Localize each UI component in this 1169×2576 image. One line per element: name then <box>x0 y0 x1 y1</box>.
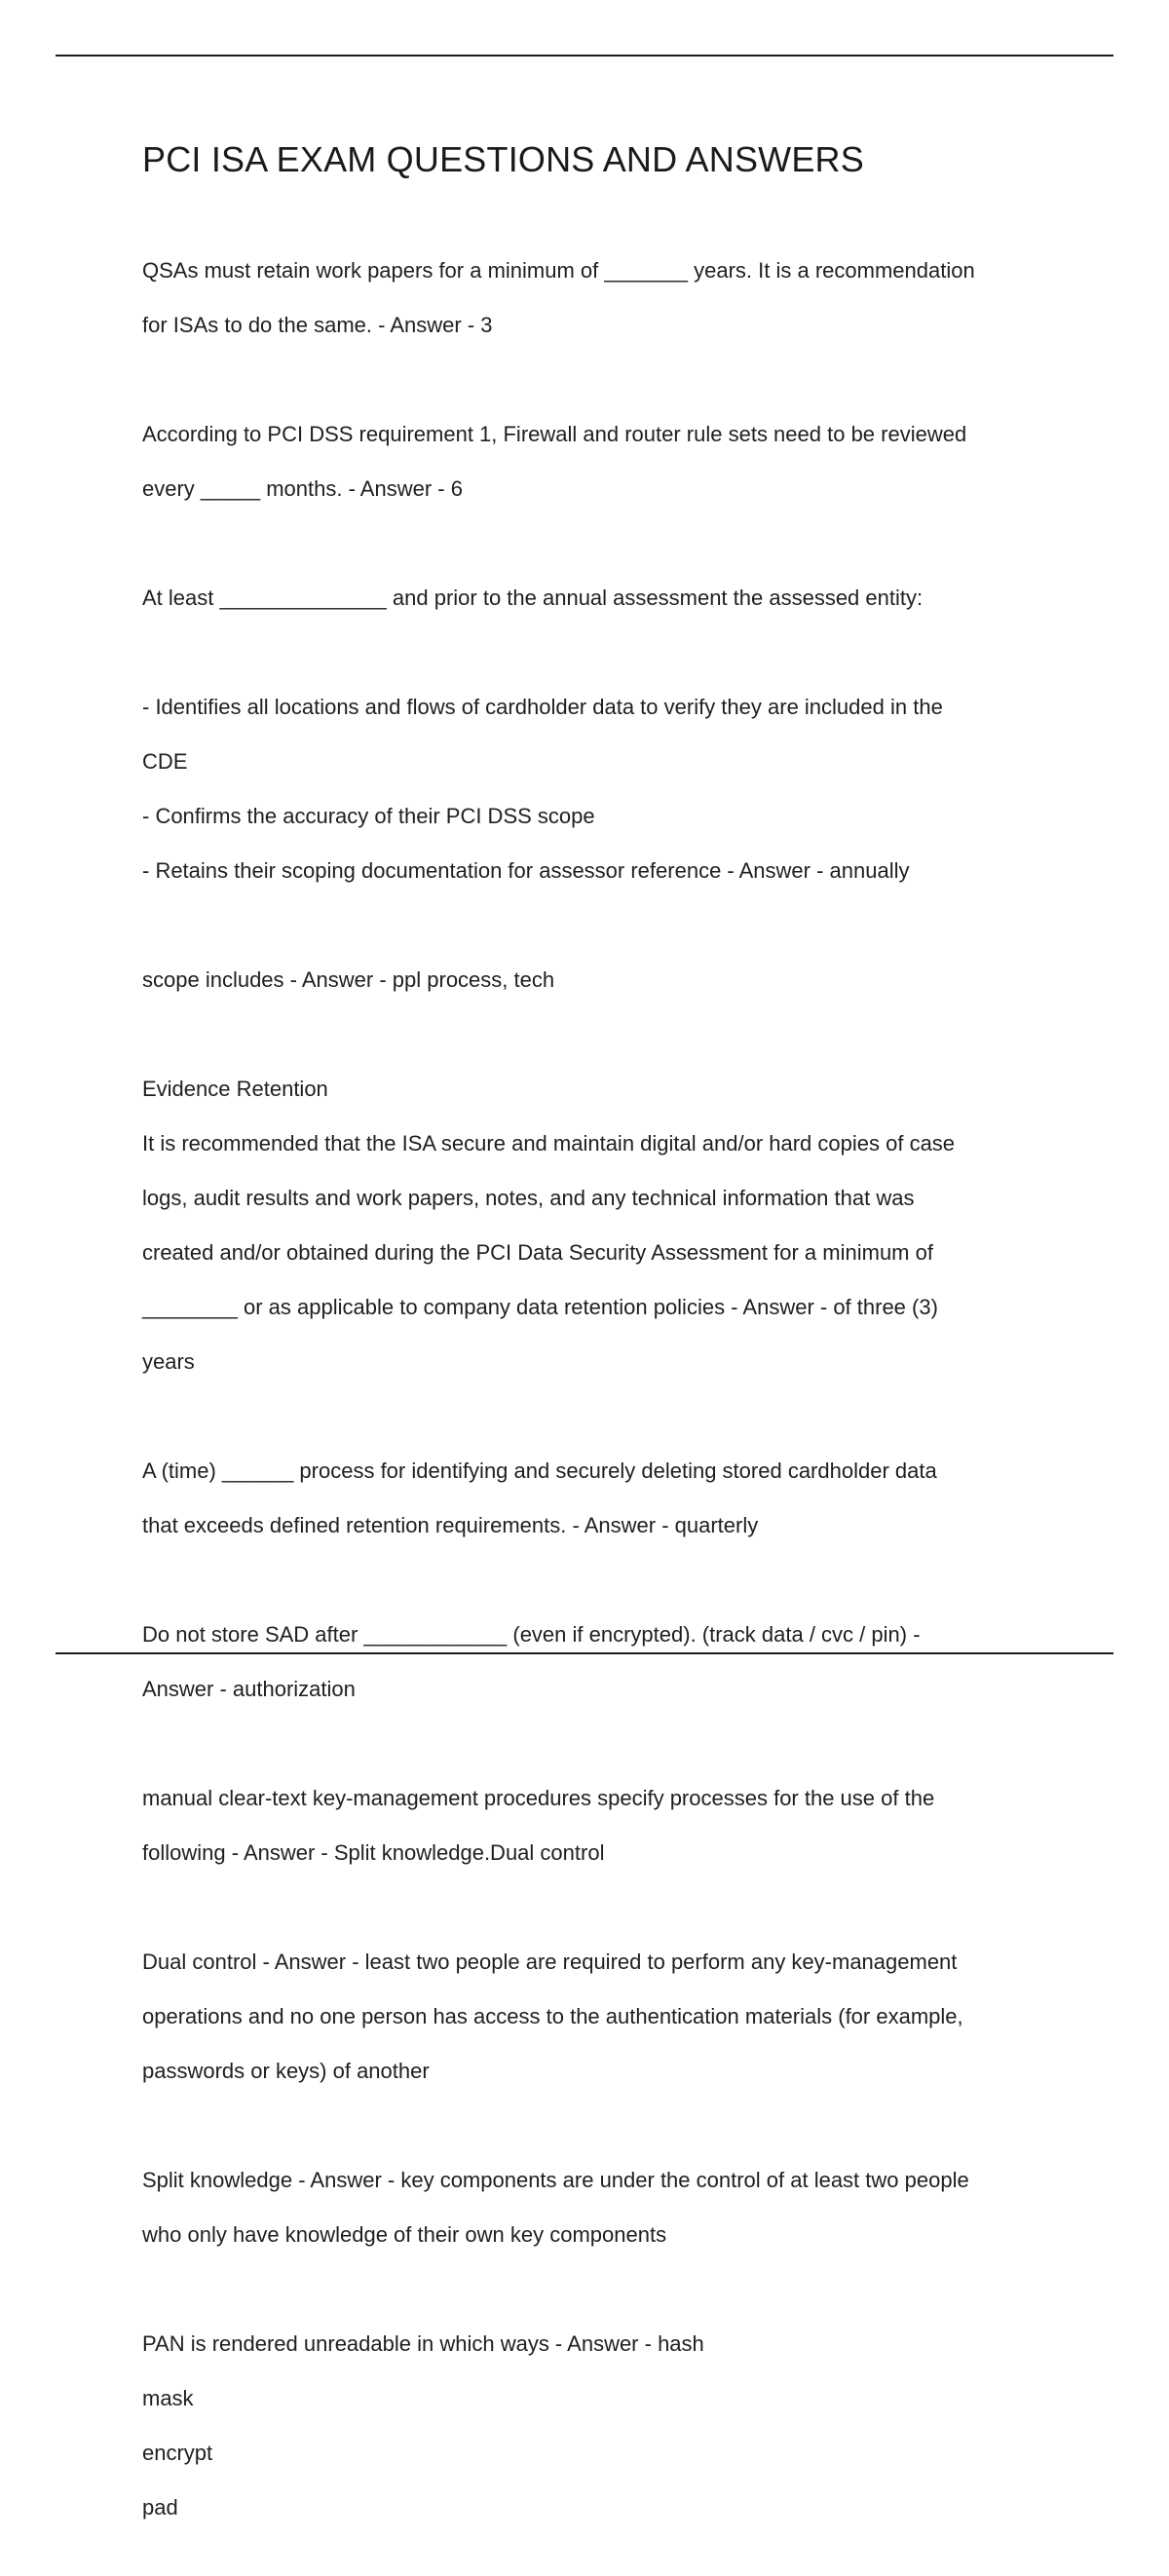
page-title: PCI ISA EXAM QUESTIONS AND ANSWERS <box>142 139 864 179</box>
text-line: every _____ months. - Answer - 6 <box>142 476 463 501</box>
text-line: PAN is rendered unreadable in which ways - Answer - hash <box>142 2331 704 2356</box>
text-line: manual clear-text key-management procedures specify processes for the use of the <box>142 1786 935 1810</box>
text-line: scope includes - Answer - ppl process, tech <box>142 967 555 992</box>
text-line: who only have knowledge of their own key components <box>142 2222 667 2247</box>
qa-block <box>142 1048 1068 1403</box>
qa-block <box>142 1594 1068 1730</box>
text-line: pad <box>142 2495 178 2519</box>
text-line: Answer - authorization <box>142 1677 356 1701</box>
text-line: operations and no one person has access to the authentication materials (for example, <box>142 2004 963 2028</box>
text-line: ________ or as applicable to company data retention policies - Answer - of three (3) <box>142 1295 938 1319</box>
qa-block <box>142 939 1068 1021</box>
qa-block <box>142 394 1068 530</box>
text-line: CDE <box>142 749 188 774</box>
text-line: Split knowledge - Answer - key components are under the control of at least two people <box>142 2168 969 2192</box>
qa-block <box>142 557 1068 639</box>
text-line: - Confirms the accuracy of their PCI DSS scope <box>142 804 595 828</box>
qa-block <box>142 1758 1068 1894</box>
text-line: At least ______________ and prior to the annual assessment the assessed entity: <box>142 586 924 610</box>
qa-block <box>142 2140 1068 2276</box>
text-line: According to PCI DSS requirement 1, Firewall and router rule sets need to be reviewed <box>142 422 967 446</box>
text-line: Do not store SAD after ____________ (even if encrypted). (track data / cvc / pin) - <box>142 1622 921 1647</box>
text-line: Evidence Retention <box>142 1077 328 1101</box>
bottom-rule <box>56 1652 1113 1654</box>
text-line: for ISAs to do the same. - Answer - 3 <box>142 313 493 337</box>
text-line: QSAs must retain work papers for a minimum of _______ years. It is a recommendation <box>142 258 975 283</box>
qa-block <box>142 666 1068 912</box>
text-line: that exceeds defined retention requirements. - Answer - quarterly <box>142 1513 759 1537</box>
top-rule <box>56 55 1113 57</box>
text-line: - Retains their scoping documentation for assessor reference - Answer - annually <box>142 858 910 883</box>
text-line: It is recommended that the ISA secure and maintain digital and/or hard copies of case <box>142 1131 956 1155</box>
document-body <box>142 136 1068 2576</box>
text-line: passwords or keys) of another <box>142 2059 430 2083</box>
text-line: - Identifies all locations and flows of cardholder data to verify they are included in the <box>142 695 943 719</box>
text-line: Dual control - Answer - least two people are required to perform any key-management <box>142 1950 958 1974</box>
qa-list <box>142 230 1068 2549</box>
qa-block <box>142 1921 1068 2112</box>
text-line: mask <box>142 2386 194 2410</box>
qa-block <box>142 2303 1068 2549</box>
text-line: years <box>142 1349 195 1374</box>
text-line: A (time) ______ process for identifying and securely deleting stored cardholder data <box>142 1458 937 1483</box>
text-line: created and/or obtained during the PCI Data Security Assessment for a minimum of <box>142 1240 933 1265</box>
text-line: encrypt <box>142 2441 213 2465</box>
qa-block <box>142 1430 1068 1567</box>
text-line: following - Answer - Split knowledge.Dual control <box>142 1840 605 1865</box>
text-line: logs, audit results and work papers, notes, and any technical information that was <box>142 1186 915 1210</box>
qa-block <box>142 230 1068 366</box>
